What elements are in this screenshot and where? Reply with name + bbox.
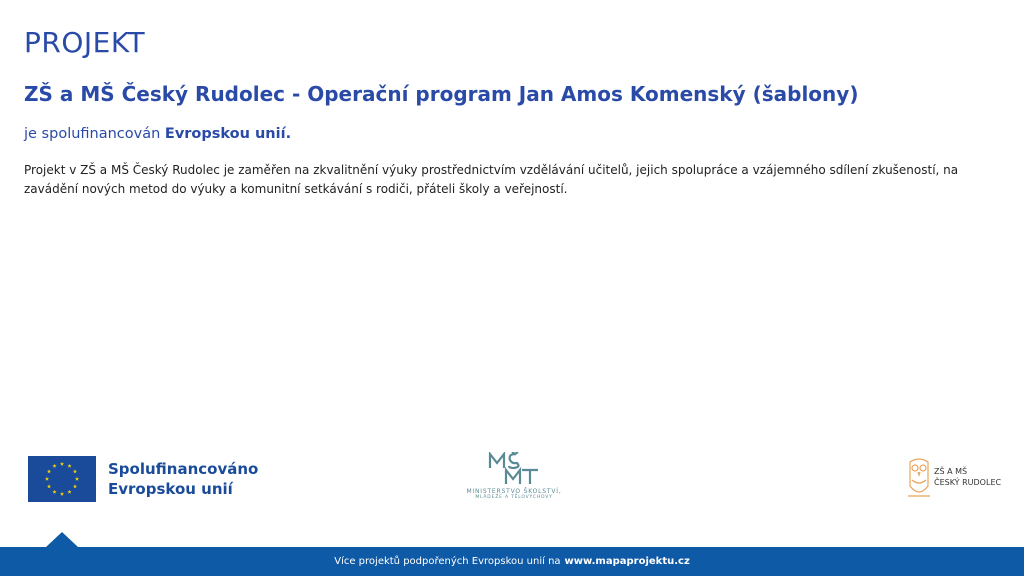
- page-title: ZŠ a MŠ Český Rudolec - Operační program Jan Amos Komenský (šablony): [24, 82, 859, 106]
- footer-text: Více projektů podpořených Evropskou unií na: [334, 556, 561, 567]
- project-kicker: PROJEKT: [24, 26, 146, 59]
- footer-bar: [0, 547, 1024, 576]
- project-description: Projekt v ZŠ a MŠ Český Rudolec je zaměřen na zkvalitnění výuky prostřednictvím vzdělávání učitelů, jejich spolupráce a vzájemného sdílení zkušeností, na zavádění nových metod do výuky a komunitní setkávání s rodiči, přáteli školy a veřejností.: [24, 163, 959, 196]
- school-logo: [906, 456, 1001, 500]
- eu-logo-line2: Evropskou unií: [108, 480, 233, 498]
- footer-link[interactable]: www.mapaprojektu.cz: [564, 556, 690, 567]
- msmt-name-line1: MINISTERSTVO ŠKOLSTVÍ,: [466, 488, 562, 495]
- eu-logo-text: [108, 459, 258, 499]
- school-logo-text: [934, 466, 1001, 488]
- msmt-logo: [458, 452, 570, 500]
- msmt-name-line2: MLÁDEŽE A TĚLOVÝCHOVY: [475, 495, 553, 500]
- footer-notch: [46, 532, 78, 547]
- eu-logo-line1: Spolufinancováno: [108, 460, 259, 478]
- owl-icon: [906, 456, 932, 500]
- eu-cofinancing-logo: [28, 456, 258, 502]
- msmt-mark-icon: [484, 452, 544, 486]
- eu-flag-icon: [28, 456, 96, 502]
- cofinancing-emphasis: Evropskou unií.: [164, 126, 292, 142]
- cofinancing-prefix: je spolufinancován: [24, 126, 161, 142]
- school-logo-line2: ČESKÝ RUDOLEC: [934, 478, 1002, 487]
- cofinancing-line: [24, 126, 291, 142]
- school-logo-line1: ZŠ A MŠ: [934, 467, 968, 476]
